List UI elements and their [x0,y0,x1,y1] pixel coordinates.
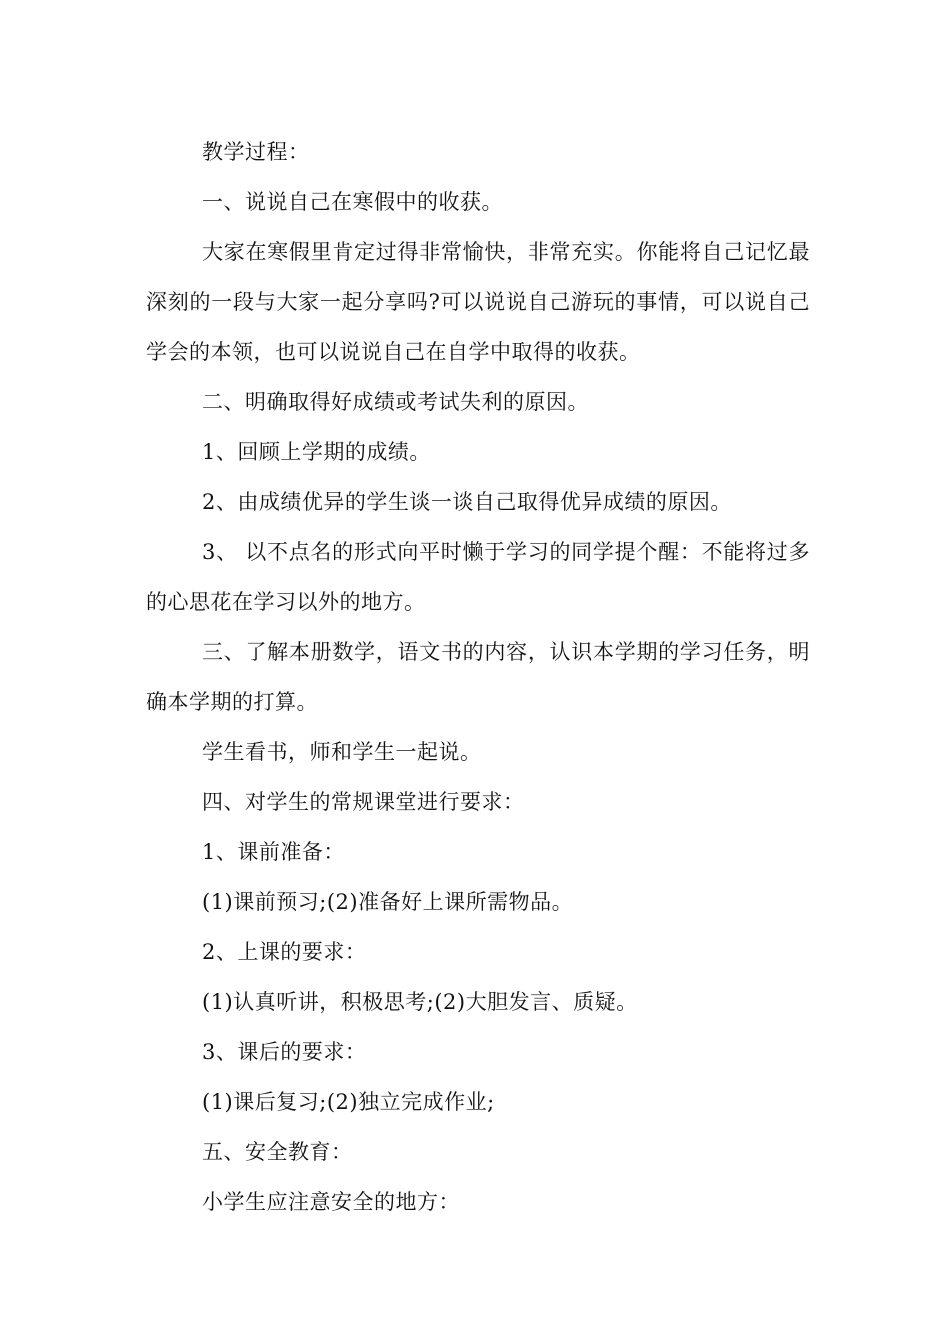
paragraph-item-excellent-students: 2、由成绩优异的学生谈一谈自己取得优异成绩的原因。 [202,490,732,514]
paragraph-after-class-details: (1)课后复习;(2)独立完成作业; [202,1090,495,1114]
paragraph-section-three-heading: 三、了解本册数学，语文书的内容，认识本学期的学习任务，明确本学期的打算。 [146,640,810,714]
paragraph-winter-holiday: 大家在寒假里肯定过得非常愉快，非常充实。你能将自己记忆最深刻的一段与大家一起分享吗?可以说说自己游玩的事情，可以说自己学会的本领，也可以说说自己在自学中取得的收获。 [146,240,810,364]
paragraph-item-reminder: 3、 以不点名的形式向平时懒于学习的同学提个醒：不能将过多的心思花在学习以外的地方。 [146,540,810,614]
paragraph-read-books: 学生看书，师和学生一起说。 [202,740,482,764]
paragraph-item-after-class: 3、课后的要求： [202,1040,367,1064]
paragraph-safety-places: 小学生应注意安全的地方： [202,1190,460,1214]
paragraph-item-before-class: 1、课前准备： [202,840,345,864]
document-body [146,127,810,1227]
paragraph-section-two-heading: 二、明确取得好成绩或考试失利的原因。 [202,390,589,414]
paragraph-section-one-heading: 一、说说自己在寒假中的收获。 [202,190,503,214]
paragraph-item-in-class: 2、上课的要求： [202,940,367,964]
paragraph-before-class-details: (1)课前预习;(2)准备好上课所需物品。 [202,890,574,914]
paragraph-item-review-grades: 1、回顾上学期的成绩。 [202,440,431,464]
paragraph-section-five-heading: 五、安全教育： [202,1140,353,1164]
paragraph-in-class-details: (1)认真听讲，积极思考;(2)大胆发言、质疑。 [202,990,638,1014]
paragraph-section-four-heading: 四、对学生的常规课堂进行要求： [202,790,525,814]
paragraph-teaching-process-heading: 教学过程： [202,140,310,164]
